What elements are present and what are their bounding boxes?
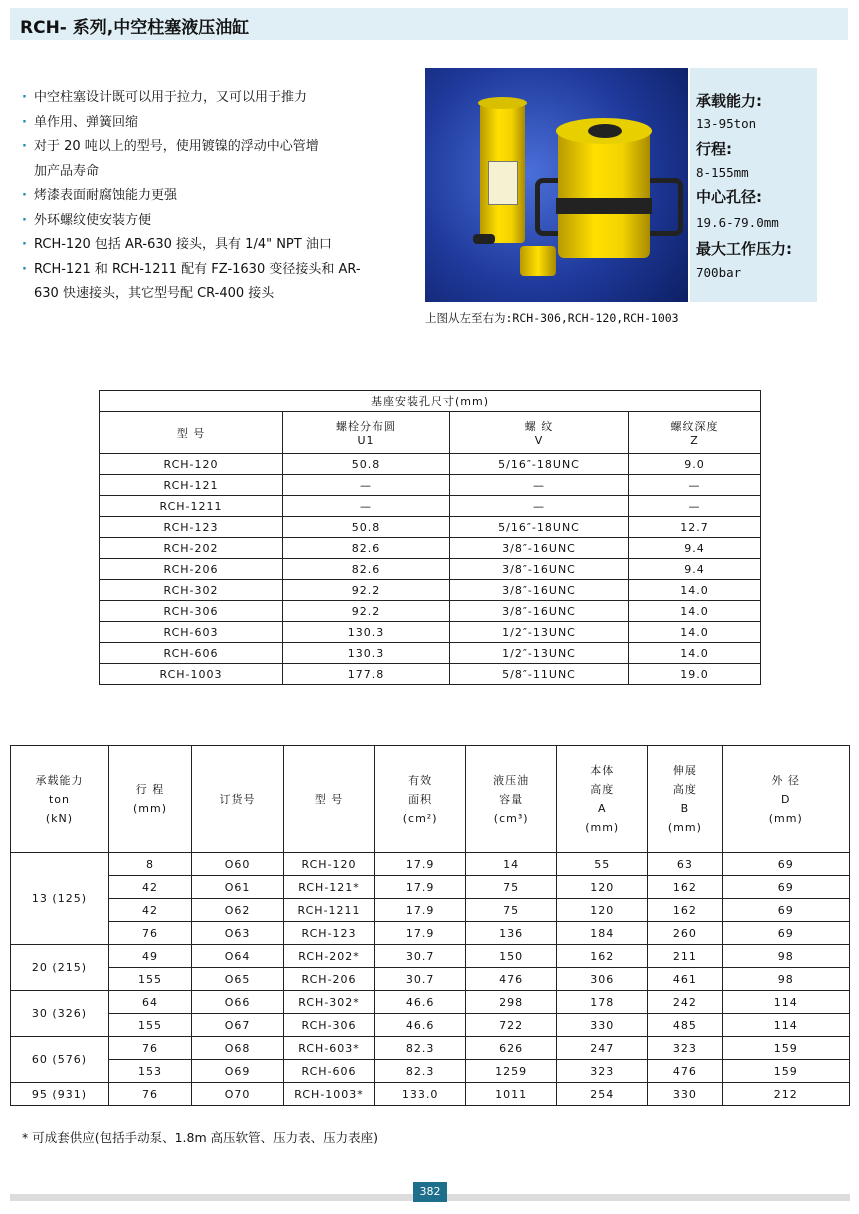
table-cell: — <box>283 475 450 496</box>
table-cell: 330 <box>648 1083 722 1106</box>
column-header: 订货号 <box>192 746 284 853</box>
table-cell: RCH-120 <box>100 454 283 475</box>
table-cell: 14.0 <box>629 622 761 643</box>
column-header: 型 号 <box>283 746 374 853</box>
table-cell: O60 <box>192 853 284 876</box>
table-cell: — <box>629 475 761 496</box>
feature-item: · 烤漆表面耐腐蚀能力更强 <box>20 184 365 209</box>
table-cell: — <box>450 475 629 496</box>
specification-table <box>10 745 850 1106</box>
table-row <box>100 559 761 580</box>
table-cell: 1011 <box>466 1083 557 1106</box>
table-cell: 50.8 <box>283 454 450 475</box>
cylinder-rch-306-image <box>480 103 525 243</box>
table-cell: 130.3 <box>283 622 450 643</box>
table-cell: 17.9 <box>375 876 466 899</box>
table-cell: 30.7 <box>375 945 466 968</box>
table-cell: 485 <box>648 1014 722 1037</box>
spec-value: 700bar <box>696 265 742 280</box>
table-row <box>11 1060 850 1083</box>
feature-item: · 外环螺纹使安装方便 <box>20 209 365 234</box>
table-cell: O62 <box>192 899 284 922</box>
table-cell: 75 <box>466 876 557 899</box>
table-cell: RCH-206 <box>283 968 374 991</box>
table-row <box>11 991 850 1014</box>
column-header: 行 程 (mm) <box>108 746 191 853</box>
table-cell: 177.8 <box>283 664 450 685</box>
table-cell: 30.7 <box>375 968 466 991</box>
spec-label: 中心孔径: <box>696 188 762 206</box>
table-cell: 247 <box>557 1037 648 1060</box>
bullet-icon: · <box>22 139 27 154</box>
table-cell: 75 <box>466 899 557 922</box>
table-cell: 114 <box>722 991 849 1014</box>
bullet-icon: · <box>22 237 27 252</box>
table-cell: 98 <box>722 968 849 991</box>
table-cell: 76 <box>108 1037 191 1060</box>
table-cell: 69 <box>722 899 849 922</box>
table-row <box>11 1083 850 1106</box>
table-cell: 92.2 <box>283 580 450 601</box>
table-cell: RCH-606 <box>283 1060 374 1083</box>
table-row <box>100 643 761 664</box>
feature-item: 加产品寿命 <box>34 163 100 179</box>
table-cell: RCH-120 <box>283 853 374 876</box>
table-cell: 136 <box>466 922 557 945</box>
table-row <box>11 1014 850 1037</box>
table-cell: 14 <box>466 853 557 876</box>
table-cell: 3/8″-16UNC <box>450 538 629 559</box>
table-cell: 323 <box>648 1037 722 1060</box>
table-cell: 155 <box>108 1014 191 1037</box>
table-cell: 162 <box>557 945 648 968</box>
table-row <box>100 622 761 643</box>
spec-value: 13-95ton <box>696 116 757 131</box>
table-cell: O69 <box>192 1060 284 1083</box>
table-cell: 476 <box>466 968 557 991</box>
table-cell: 9.4 <box>629 559 761 580</box>
table-cell: — <box>450 496 629 517</box>
table-cell: 9.4 <box>629 538 761 559</box>
feature-item: · RCH-120 包括 AR-630 接头，具有 1/4" NPT 油口 <box>20 233 365 258</box>
table-row <box>11 899 850 922</box>
bullet-icon: · <box>22 212 27 228</box>
table-cell: 82.3 <box>375 1060 466 1083</box>
table-cell: O61 <box>192 876 284 899</box>
table-cell: 5/8″-11UNC <box>450 664 629 685</box>
table-cell: RCH-1211 <box>100 496 283 517</box>
table-cell: O63 <box>192 922 284 945</box>
table-cell: 64 <box>108 991 191 1014</box>
table-cell: 212 <box>722 1083 849 1106</box>
table-row <box>100 454 761 475</box>
table-cell: 3/8″-16UNC <box>450 601 629 622</box>
feature-item: · 单作用、弹簧回缩 <box>20 111 365 136</box>
column-header: 本体 高度 A (mm) <box>557 746 648 853</box>
table-cell: — <box>629 496 761 517</box>
table-row <box>11 876 850 899</box>
table-cell: 120 <box>557 876 648 899</box>
table-cell: 184 <box>557 922 648 945</box>
table-cell: RCH-202* <box>283 945 374 968</box>
table-cell: RCH-302 <box>100 580 283 601</box>
table-cell: 306 <box>557 968 648 991</box>
feature-item: · RCH-121 和 RCH-1211 配有 FZ-1630 变径接头和 AR- <box>20 258 365 283</box>
column-header: 承载能力 ton (kN) <box>11 746 109 853</box>
capacity-cell: 30 (326) <box>11 991 109 1037</box>
table-cell: 14.0 <box>629 643 761 664</box>
table-cell: RCH-302* <box>283 991 374 1014</box>
table-cell: RCH-1211 <box>283 899 374 922</box>
bullet-icon: · <box>22 90 27 105</box>
feature-item: · 中空柱塞设计既可以用于拉力，又可以用于推力 <box>20 86 365 111</box>
table-cell: 162 <box>648 899 722 922</box>
table-cell: RCH-123 <box>100 517 283 538</box>
coupler-image <box>473 234 495 244</box>
table-cell: O65 <box>192 968 284 991</box>
capacity-cell: 60 (576) <box>11 1037 109 1083</box>
mounting-hole-table <box>99 390 761 685</box>
bullet-icon: · <box>22 261 27 277</box>
table-cell: 49 <box>108 945 191 968</box>
table-cell: RCH-123 <box>283 922 374 945</box>
table-cell: RCH-603* <box>283 1037 374 1060</box>
table-cell: RCH-603 <box>100 622 283 643</box>
column-header: 伸展 高度 B (mm) <box>648 746 722 853</box>
capacity-cell: 13 (125) <box>11 853 109 945</box>
table-cell: 722 <box>466 1014 557 1037</box>
footnote: * 可成套供应(包括手动泵、1.8m 高压软管、压力表、压力表座) <box>22 1130 379 1145</box>
photo-caption: 上图从左至右为:RCH-306,RCH-120,RCH-1003 <box>425 311 679 325</box>
table-cell: 159 <box>722 1037 849 1060</box>
table-row <box>100 580 761 601</box>
table-cell: 298 <box>466 991 557 1014</box>
table-cell: O67 <box>192 1014 284 1037</box>
spec-label: 最大工作压力: <box>696 240 792 258</box>
table-cell: 69 <box>722 876 849 899</box>
col-z-header: 螺纹深度 Z <box>629 412 761 454</box>
spec-panel <box>690 68 817 302</box>
col-v-header: 螺 纹 V <box>450 412 629 454</box>
table-cell: 14.0 <box>629 580 761 601</box>
table-cell: 17.9 <box>375 922 466 945</box>
table-row <box>11 945 850 968</box>
table-cell: 46.6 <box>375 991 466 1014</box>
table-row <box>11 922 850 945</box>
table-cell: RCH-206 <box>100 559 283 580</box>
table-cell: 42 <box>108 876 191 899</box>
spec-value: 8-155mm <box>696 165 749 180</box>
table-cell: 133.0 <box>375 1083 466 1106</box>
cylinder-rch-1003-image <box>520 246 556 276</box>
table-cell: O66 <box>192 991 284 1014</box>
table-cell: 9.0 <box>629 454 761 475</box>
table-cell: 5/16″-18UNC <box>450 517 629 538</box>
table-cell: 626 <box>466 1037 557 1060</box>
table-cell: 254 <box>557 1083 648 1106</box>
table-cell: 46.6 <box>375 1014 466 1037</box>
table-cell: 153 <box>108 1060 191 1083</box>
table-row <box>100 475 761 496</box>
table-cell: 3/8″-16UNC <box>450 559 629 580</box>
column-header: 液压油 容量 (cm³) <box>466 746 557 853</box>
table-cell: RCH-306 <box>283 1014 374 1037</box>
table-cell: 1/2″-13UNC <box>450 622 629 643</box>
table-cell: 159 <box>722 1060 849 1083</box>
table-cell: 76 <box>108 1083 191 1106</box>
table-cell: 155 <box>108 968 191 991</box>
table-cell: 12.7 <box>629 517 761 538</box>
table-cell: O68 <box>192 1037 284 1060</box>
cylinder-rch-120-image <box>558 128 650 258</box>
table-cell: 63 <box>648 853 722 876</box>
table-cell: 8 <box>108 853 191 876</box>
table-cell: 211 <box>648 945 722 968</box>
table-cell: 120 <box>557 899 648 922</box>
spec-value: 19.6-79.0mm <box>696 215 779 230</box>
table-cell: RCH-1003* <box>283 1083 374 1106</box>
table-cell: 50.8 <box>283 517 450 538</box>
title-bar <box>10 8 848 40</box>
table-cell: 330 <box>557 1014 648 1037</box>
table-row <box>100 664 761 685</box>
table-cell: O70 <box>192 1083 284 1106</box>
bullet-icon: · <box>22 114 27 130</box>
table-cell: 82.3 <box>375 1037 466 1060</box>
feature-list <box>20 86 365 307</box>
capacity-cell: 20 (215) <box>11 945 109 991</box>
table-cell: RCH-306 <box>100 601 283 622</box>
table-row <box>100 601 761 622</box>
col-u1-header: 螺栓分布圆 U1 <box>283 412 450 454</box>
page-number: 382 <box>413 1182 447 1202</box>
table-cell: 150 <box>466 945 557 968</box>
table-row <box>100 517 761 538</box>
table-cell: 17.9 <box>375 853 466 876</box>
table-cell: 1259 <box>466 1060 557 1083</box>
col-model-header: 型 号 <box>100 412 283 454</box>
table-row <box>100 538 761 559</box>
table-cell: RCH-202 <box>100 538 283 559</box>
table-cell: RCH-121 <box>100 475 283 496</box>
table-cell: O64 <box>192 945 284 968</box>
table-cell: RCH-606 <box>100 643 283 664</box>
table-cell: 1/2″-13UNC <box>450 643 629 664</box>
table-cell: 55 <box>557 853 648 876</box>
table-cell: 5/16″-18UNC <box>450 454 629 475</box>
table-cell: 14.0 <box>629 601 761 622</box>
table-cell: 242 <box>648 991 722 1014</box>
bullet-icon: · <box>22 188 27 203</box>
table-cell: 323 <box>557 1060 648 1083</box>
table-cell: 42 <box>108 899 191 922</box>
column-header: 有效 面积 (cm²) <box>375 746 466 853</box>
column-header: 外 径 D (mm) <box>722 746 849 853</box>
table-cell: 76 <box>108 922 191 945</box>
table-row <box>11 1037 850 1060</box>
table-cell: 162 <box>648 876 722 899</box>
table-cell: 461 <box>648 968 722 991</box>
table-cell: 82.6 <box>283 559 450 580</box>
feature-item: · 对于 20 吨以上的型号，使用镀镍的浮动中心管增 <box>20 135 365 160</box>
table-cell: 114 <box>722 1014 849 1037</box>
table-row <box>100 496 761 517</box>
table-row <box>11 853 850 876</box>
spec-label: 承载能力: <box>696 92 762 110</box>
page-title: RCH- 系列,中空柱塞液压油缸 <box>20 18 250 38</box>
table-cell: 69 <box>722 922 849 945</box>
table-cell: 98 <box>722 945 849 968</box>
table-cell: 69 <box>722 853 849 876</box>
table-cell: 82.6 <box>283 538 450 559</box>
feature-item: 630 快速接头，其它型号配 CR-400 接头 <box>34 286 275 301</box>
table-cell: 260 <box>648 922 722 945</box>
mounting-table-title: 基座安装孔尺寸(mm) <box>100 391 761 412</box>
table-cell: 3/8″-16UNC <box>450 580 629 601</box>
capacity-cell: 95 (931) <box>11 1083 109 1106</box>
table-row <box>11 968 850 991</box>
table-cell: 19.0 <box>629 664 761 685</box>
table-cell: 17.9 <box>375 899 466 922</box>
table-cell: 92.2 <box>283 601 450 622</box>
table-cell: 476 <box>648 1060 722 1083</box>
table-cell: 178 <box>557 991 648 1014</box>
spec-label: 行程: <box>696 140 732 158</box>
table-cell: RCH-121* <box>283 876 374 899</box>
table-cell: 130.3 <box>283 643 450 664</box>
product-photo <box>425 68 688 302</box>
table-cell: — <box>283 496 450 517</box>
table-cell: RCH-1003 <box>100 664 283 685</box>
